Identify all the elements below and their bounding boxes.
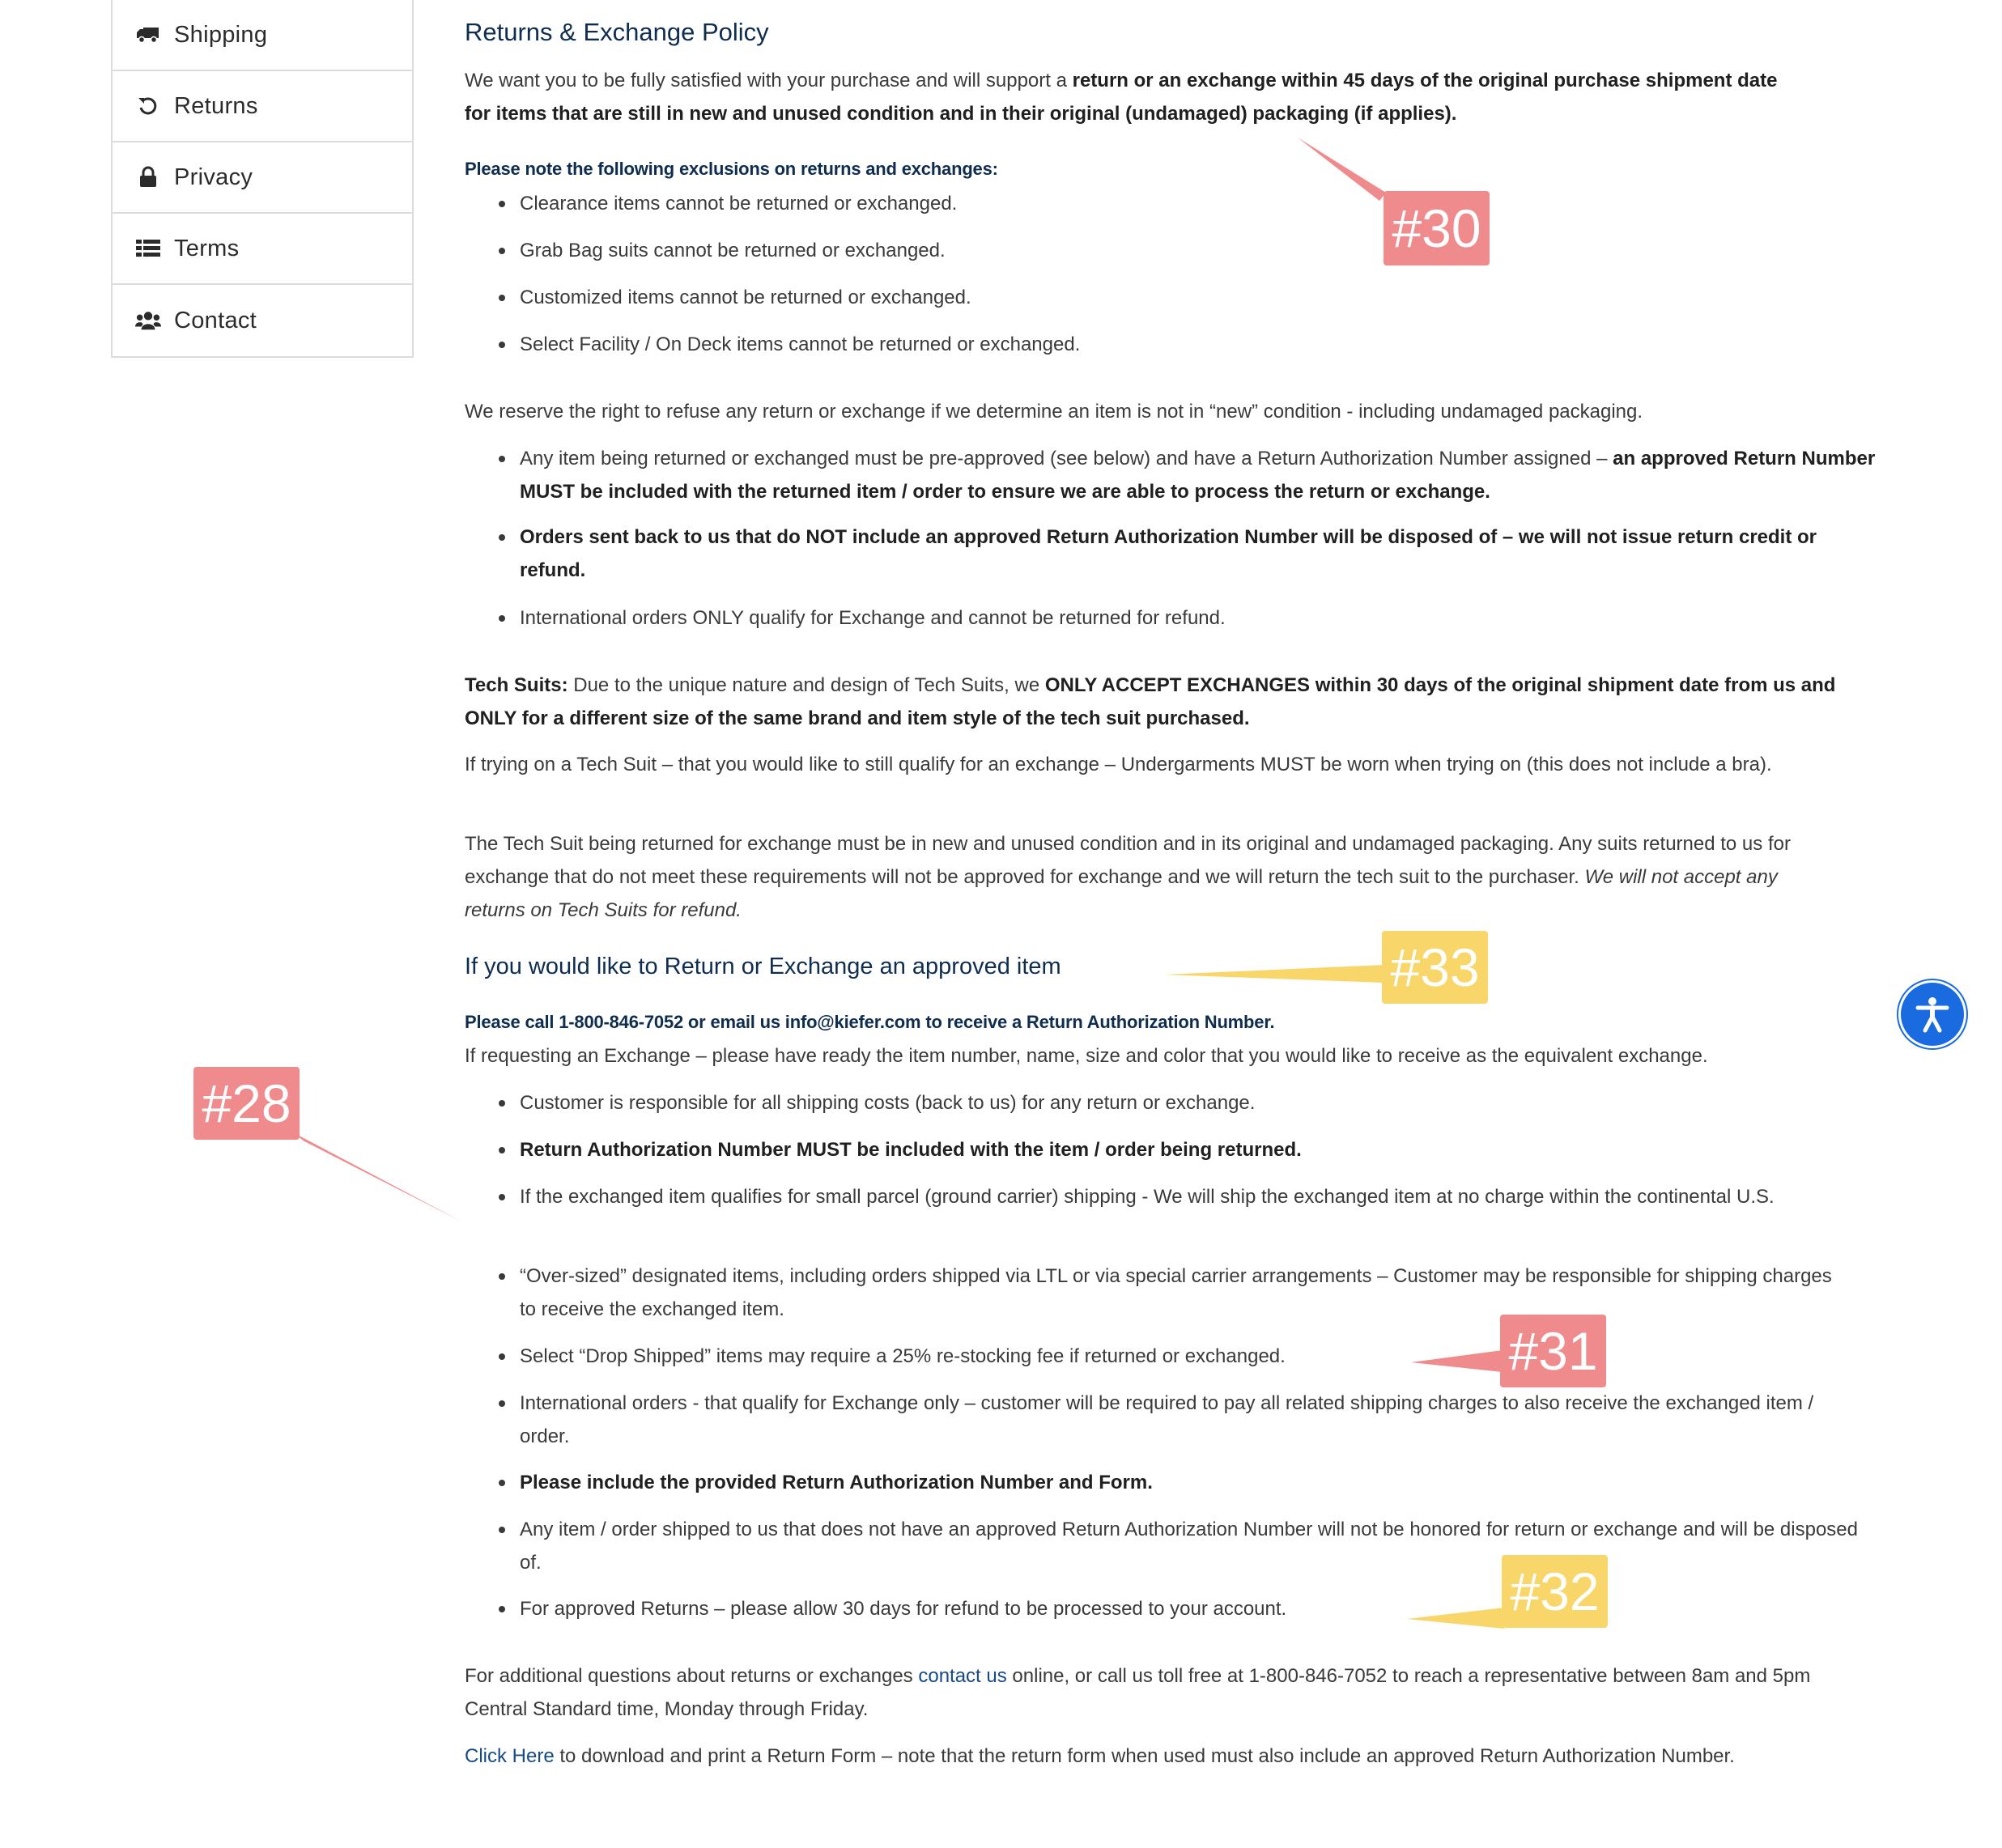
list-item: Select Facility / On Deck items cannot be returned or exchanged. bbox=[520, 328, 1880, 361]
call-note: Please call 1-800-846-7052 or email us info@kiefer.com to receive a Return Authorization Number. bbox=[465, 1012, 1275, 1032]
callout-32: #32 bbox=[1502, 1555, 1608, 1628]
accessibility-button[interactable] bbox=[1901, 983, 1964, 1046]
additional-text-end: online, or call us toll free at 1-800-846-7052 to reach a representative between 8am and 5pm Central Standard time, Monday through Friday. bbox=[465, 1665, 1811, 1720]
list-item: International orders - that qualify for Exchange only – customer will be required to pay all related shipping charges to also receive the exchanged item / order. bbox=[520, 1387, 1847, 1453]
return-form-text: to download and print a Return Form – note that the return form when used must also include an approved Return Authorization Number. bbox=[554, 1745, 1735, 1767]
list-item: Return Authorization Number MUST be included with the item / order being returned. bbox=[520, 1133, 1880, 1166]
tech-bold-text: ONLY ACCEPT EXCHANGES within 30 days of the original shipment date from us and ONLY for a different size of the same brand and item style of the tech suit purchased. bbox=[465, 674, 1836, 729]
click-here-link[interactable]: Click Here bbox=[465, 1745, 555, 1767]
additional-text: For additional questions about returns or exchanges bbox=[465, 1665, 919, 1687]
exclusions-note: Please note the following exclusions on returns and exchanges: bbox=[465, 159, 998, 179]
page-title: Returns & Exchange Policy bbox=[465, 18, 769, 46]
sidebar-item-label: Terms bbox=[174, 235, 240, 261]
callout-pointer-33 bbox=[1164, 965, 1384, 983]
callout-pointer-32 bbox=[1407, 1608, 1504, 1629]
list-item: If the exchanged item qualifies for small parcel (ground carrier) shipping - We will ship the exchanged item at no charge within the continental U.S. bbox=[520, 1180, 1847, 1213]
callout-28: #28 bbox=[193, 1067, 300, 1140]
sidebar-item-label: Returns bbox=[174, 92, 258, 119]
rule-bold-text: Orders sent back to us that do NOT include an approved Return Authorization Number will be disposed of – we will not issue return credit or refund. bbox=[520, 526, 1817, 581]
intro-text: We want you to be fully satisfied with your purchase and will support a bbox=[465, 70, 1073, 91]
contact-us-link[interactable]: contact us bbox=[918, 1665, 1007, 1687]
callout-pointer-28 bbox=[291, 1132, 463, 1222]
tech-suits-label: Tech Suits: bbox=[465, 674, 568, 696]
list-item: International orders ONLY qualify for Exchange and cannot be returned for refund. bbox=[520, 601, 1880, 635]
tech-text: Due to the unique nature and design of Tech Suits, we bbox=[567, 674, 1045, 696]
sidebar-item-label: Privacy bbox=[174, 164, 253, 190]
list-item: Clearance items cannot be returned or exchanged. bbox=[520, 187, 1880, 220]
tech-trying-paragraph: If trying on a Tech Suit – that you would like to still qualify for an exchange – Undergarments MUST be worn when trying on (this does not include a bra). bbox=[465, 754, 1772, 775]
accessibility-icon bbox=[1911, 993, 1953, 1035]
callout-31: #31 bbox=[1500, 1315, 1606, 1387]
list-item: Please include the provided Return Authorization Number and Form. bbox=[520, 1466, 1880, 1499]
list-item: Customized items cannot be returned or exchanged. bbox=[520, 281, 1880, 314]
callout-pointer-31 bbox=[1411, 1350, 1503, 1372]
callout-30: #30 bbox=[1384, 191, 1490, 266]
reserve-paragraph: We reserve the right to refuse any return or exchange if we determine an item is not in “new” condition - including undamaged packaging. bbox=[465, 401, 1643, 423]
list-item: Select “Drop Shipped” items may require a 25% re-stocking fee if returned or exchanged. bbox=[520, 1340, 1880, 1373]
rule-bold-text: an approved Return Number MUST be included with the returned item / order to ensure we are able to process the return or exchange. bbox=[520, 448, 1876, 503]
callout-33: #33 bbox=[1382, 931, 1488, 1004]
list-item: Customer is responsible for all shipping costs (back to us) for any return or exchange. bbox=[520, 1086, 1880, 1119]
list-item: For approved Returns – please allow 30 days for refund to be processed to your account. bbox=[520, 1592, 1880, 1625]
requesting-paragraph: If requesting an Exchange – please have ready the item number, name, size and color that you would like to receive as the equivalent exchange. bbox=[465, 1045, 1708, 1067]
sidebar-item-label: Contact bbox=[174, 307, 257, 333]
rule-text: Any item being returned or exchanged must be pre-approved (see below) and have a Return Authorization Number assigned – bbox=[520, 448, 1613, 469]
list-item: Any item / order shipped to us that does not have an approved Return Authorization Number will not be honored for return or exchange and will be disposed of. bbox=[520, 1513, 1880, 1579]
intro-bold-text: return or an exchange within 45 days of the original purchase shipment date for items that are still in new and unused condition and in their original (undamaged) packaging (if applies). bbox=[465, 70, 1778, 125]
list-item: “Over-sized” designated items, including orders shipped via LTL or via special carrier arrangements – Customer may be responsible for shipping charges to receive the exchanged item. bbox=[520, 1260, 1847, 1326]
approved-item-heading: If you would like to Return or Exchange an approved item bbox=[465, 954, 1061, 979]
tech-returned-italic: We will not accept any returns on Tech Suits for refund. bbox=[465, 866, 1778, 921]
list-item: Grab Bag suits cannot be returned or exchanged. bbox=[520, 234, 1880, 267]
sidebar-item-label: Shipping bbox=[174, 21, 268, 48]
tech-returned-text: The Tech Suit being returned for exchange must be in new and unused condition and in its original and undamaged packaging. Any suits returned to us for exchange that do not meet these requirements will not be approved for exchange and we will return the tech suit to the purchaser. bbox=[465, 833, 1791, 888]
callout-pointer-30 bbox=[1298, 138, 1386, 201]
